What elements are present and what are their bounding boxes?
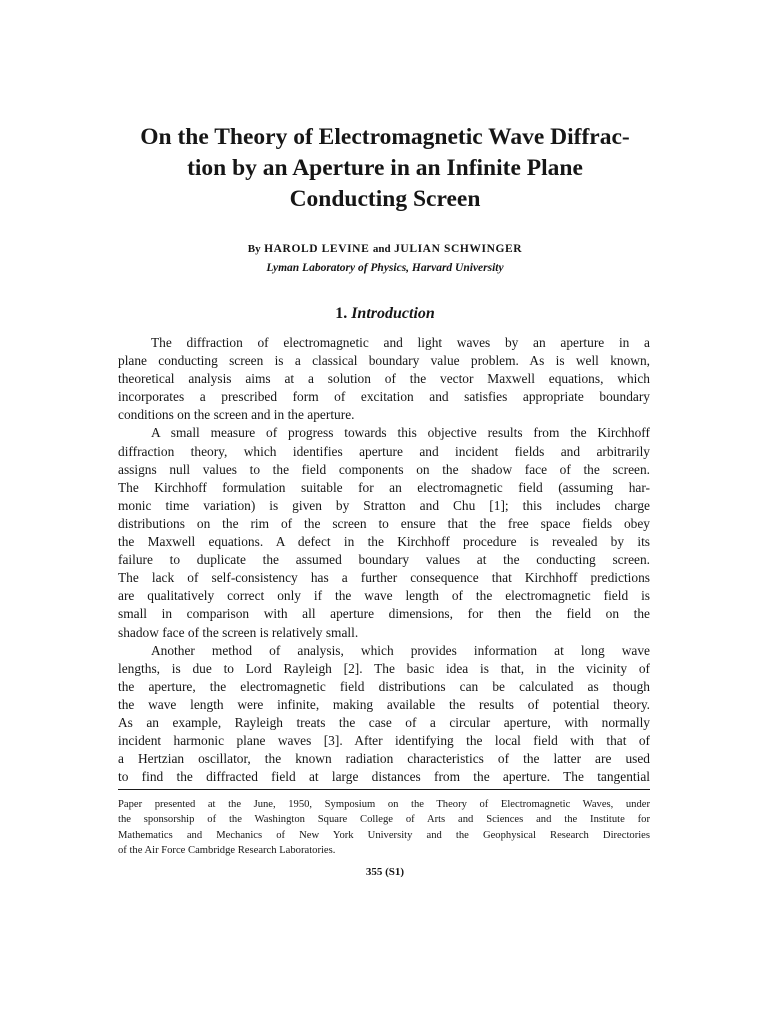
byline-prefix: By [247,243,261,255]
body-line: the Maxwell equations. A defect in the Kirchhoff procedure is revealed by its [118,534,650,550]
body-line: A small measure of progress towards this objective results from the Kirchhoff [151,425,650,441]
page-number: 355 (S1) [365,866,405,878]
body-line: assigns null values to the field components on the shadow face of the screen. [118,461,650,477]
body-line: conditions on the screen and in the aperture. [118,407,355,423]
body-line: Another method of analysis, which provides information at long wave [151,642,650,658]
body-line: monic time variation) is given by Stratton and Chu [1]; this includes charge [118,497,650,513]
body-line: As an example, Rayleigh treats the case of a circular aperture, with normally [118,714,650,730]
section-heading [100,303,670,325]
footnote-line: Paper presented at the June, 1950, Symposium on the Theory of Electromagnetic Waves, under [118,799,650,810]
body-line: are qualitatively correct only if the wave length of the electromagnetic field is [118,588,650,604]
body-line: The lack of self-consistency has a further consequence that Kirchhoff predictions [118,570,650,586]
body-line: small in comparison with all aperture dimensions, for then the field on the [118,606,650,622]
body-line: The Kirchhoff formulation suitable for an electromagnetic field (assuming har- [118,479,650,495]
body-line: The diffraction of electromagnetic and light waves by an aperture in a [151,335,650,350]
section-number: 1. [335,305,348,322]
title-line: Conducting Screen [289,186,481,212]
footnote [118,797,650,859]
body-line: incident harmonic plane waves [3]. After identifying the local field with that of [118,733,650,749]
title-line: On the Theory of Electromagnetic Wave Diffrac- [140,124,630,150]
body-line: a Hertzian oscillator, the known radiation characteristics of the latter are used [118,751,650,767]
body-line: to find the diffracted field at large distances from the aperture. The tangential [118,769,650,785]
author-byline [100,241,670,257]
section-title: Introduction [351,305,435,322]
footnote-line: Mathematics and Mechanics of New York University and the Geophysical Research Directories [118,829,650,841]
body-line: theoretical analysis aims at a solution of the vector Maxwell equations, which [118,371,650,387]
body-line: diffraction theory, which identifies aperture and incident fields and arbitrarily [118,443,650,459]
footnote-line: of the Air Force Cambridge Research Laboratories. [118,845,336,857]
byline-conjunction: and [372,243,391,255]
body-line: the wave length were infinite, making available the results of potential theory. [118,696,650,712]
body-line: failure to duplicate the assumed boundary values at the conducting screen. [118,552,650,568]
author-affiliation: Lyman Laboratory of Physics, Harvard University [266,262,504,274]
body-text [118,334,650,786]
body-line: the aperture, the electromagnetic field distributions can be calculated as though [118,678,650,694]
body-line: shadow face of the screen is relatively small. [118,624,359,640]
body-line: plane conducting screen is a classical boundary value problem. As is well known, [118,353,650,369]
title-line: tion by an Aperture in an Infinite Plane [187,155,583,181]
paper-title [100,122,670,215]
author-name: HAROLD LEVINE [264,243,370,255]
footnote-divider [118,789,650,790]
body-line: distributions on the rim of the screen to ensure that the free space fields obey [118,515,650,531]
body-line: incorporates a prescribed form of excitation and satisfies appropriate boundary [118,389,650,405]
author-name: JULIAN SCHWINGER [394,243,523,255]
body-line: lengths, is due to Lord Rayleigh [2]. The basic idea is that, in the vicinity of [118,660,650,676]
footnote-line: the sponsorship of the Washington Square College of Arts and Sciences and the Institute for [118,814,650,826]
